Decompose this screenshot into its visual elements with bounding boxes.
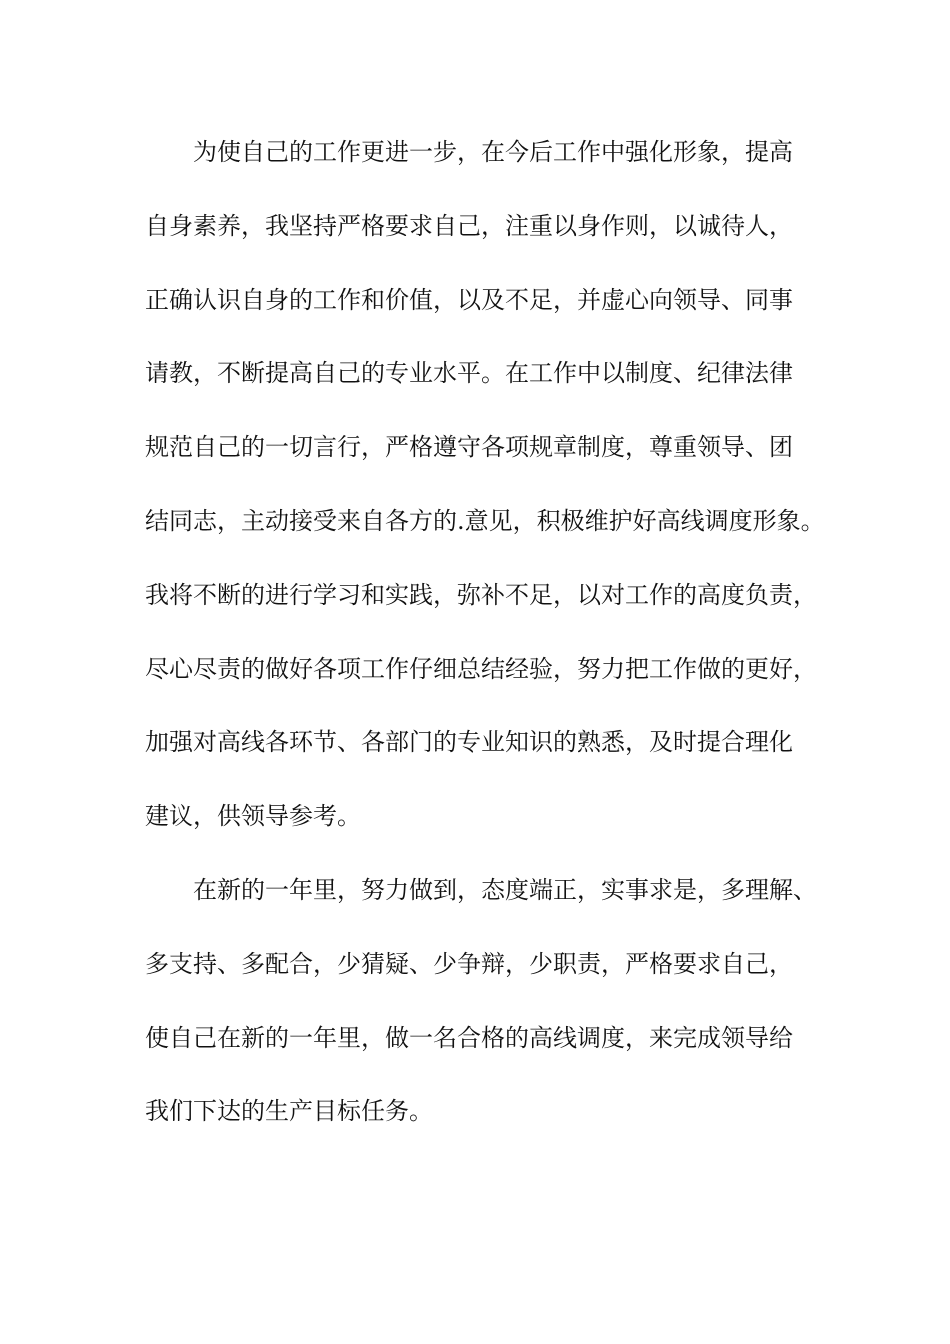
- text-line: 结同志，主动接受来自各方的.意见，积极维护好高线调度形象。: [145, 506, 825, 535]
- text-line: 规范自己的一切言行，严格遵守各项规章制度，尊重领导、团: [145, 433, 793, 462]
- text-line: 尽心尽责的做好各项工作仔细总结经验，努力把工作做的更好，: [145, 654, 817, 683]
- paragraph-2: [145, 866, 825, 1135]
- paragraph-1: [145, 128, 825, 840]
- text-line: 建议，供领导参考。: [145, 802, 361, 831]
- text-line: 为使自己的工作更进一步，在今后工作中强化形象，提高: [193, 138, 793, 166]
- text-line: 在新的一年里，努力做到，态度端正，实事求是，多理解、: [193, 875, 817, 904]
- text-line: 我们下达的生产目标任务。: [145, 1097, 433, 1126]
- text-line: 请教，不断提高自己的专业水平。在工作中以制度、纪律法律: [145, 359, 793, 388]
- text-line: 自身素养，我坚持严格要求自己，注重以身作则，以诚待人，: [145, 211, 793, 240]
- text-line: 加强对高线各环节、各部门的专业知识的熟悉，及时提合理化: [145, 728, 793, 757]
- text-line: 使自己在新的一年里，做一名合格的高线调度，来完成领导给: [145, 1023, 793, 1052]
- text-line: 我将不断的进行学习和实践，弥补不足，以对工作的高度负责，: [145, 580, 817, 609]
- document-body: [145, 128, 825, 1161]
- text-line: 多支持、多配合，少猜疑、少争辩，少职责，严格要求自己，: [145, 949, 793, 978]
- text-line: 正确认识自身的工作和价值，以及不足，并虚心向领导、同事: [145, 285, 793, 314]
